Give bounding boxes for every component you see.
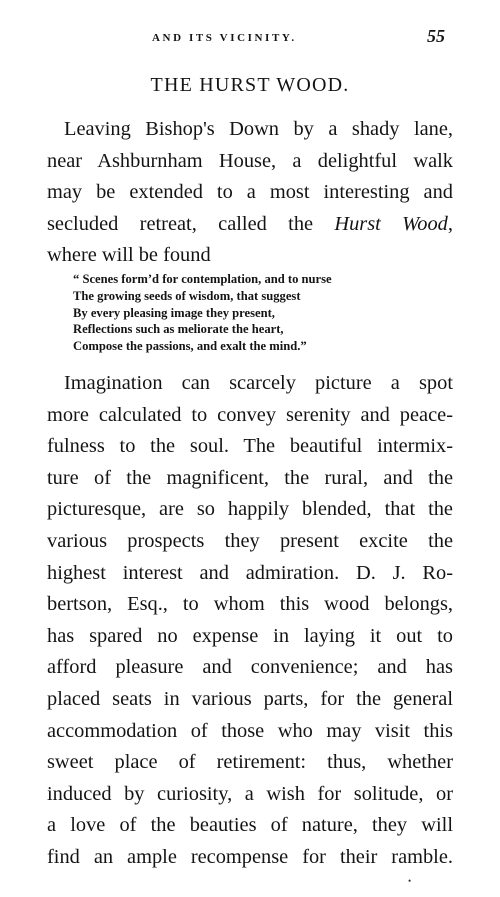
verse-line: Reflections such as meliorate the heart, [73, 322, 284, 337]
text-line: Imagination can scarcely picture a spot [64, 372, 453, 394]
text-line: bertson, Esq., to whom this wood belongs, [47, 593, 453, 616]
text-line: has spared no expense in laying it out to [47, 624, 453, 647]
verse-line: Compose the passions, and exalt the mind.” [73, 339, 307, 354]
section-heading: THE HURST WOOD. [150, 74, 350, 96]
text-line: accommodation of those who may visit this [47, 719, 453, 742]
text-line: where will be found [47, 244, 211, 267]
text-line: picturesque, are so happily blended, that the [47, 498, 453, 521]
page-number: 55 [427, 26, 445, 46]
text-line: sweet place of retirement: thus, whether [47, 751, 453, 774]
text-line: a love of the beauties of nature, they will [47, 814, 453, 837]
text-segment: secluded retreat, called the [47, 212, 335, 235]
verse-line: The growing seeds of wisdom, that suggest [73, 288, 301, 303]
paragraph-description [47, 368, 453, 874]
paragraph-intro [47, 114, 453, 272]
text-line: more calculated to convey serenity and peace- [47, 403, 453, 426]
text-line-with-italic [47, 209, 453, 241]
verse-quotation [73, 271, 413, 355]
text-line: find an ample recompense for their ramble. [47, 845, 453, 868]
footer-mark: • [408, 876, 412, 886]
verse-line: By every pleasing image they present, [73, 305, 275, 320]
text-line: highest interest and admiration. D. J. Ro- [47, 561, 453, 584]
text-line: may be extended to a most interesting and [47, 181, 453, 204]
verse-line: “ Scenes form’d for contemplation, and to nurse [73, 272, 332, 286]
text-line: afford pleasure and convenience; and has [47, 656, 453, 679]
place-name-italic: Hurst Wood [334, 212, 448, 235]
text-line: various prospects they present excite the [47, 529, 453, 552]
text-line: induced by curiosity, a wish for solitude, or [47, 782, 453, 805]
running-title: AND ITS VICINITY. [152, 32, 297, 44]
running-head [0, 26, 500, 48]
text-line: placed seats in various parts, for the general [47, 687, 453, 710]
text-line: fulness to the soul. The beautiful intermix- [47, 435, 453, 458]
text-segment: , [447, 212, 453, 235]
text-line: ture of the magnificent, the rural, and the [47, 466, 453, 489]
text-line: near Ashburnham House, a delightful walk [47, 149, 453, 172]
text-line: Leaving Bishop's Down by a shady lane, [64, 118, 453, 140]
